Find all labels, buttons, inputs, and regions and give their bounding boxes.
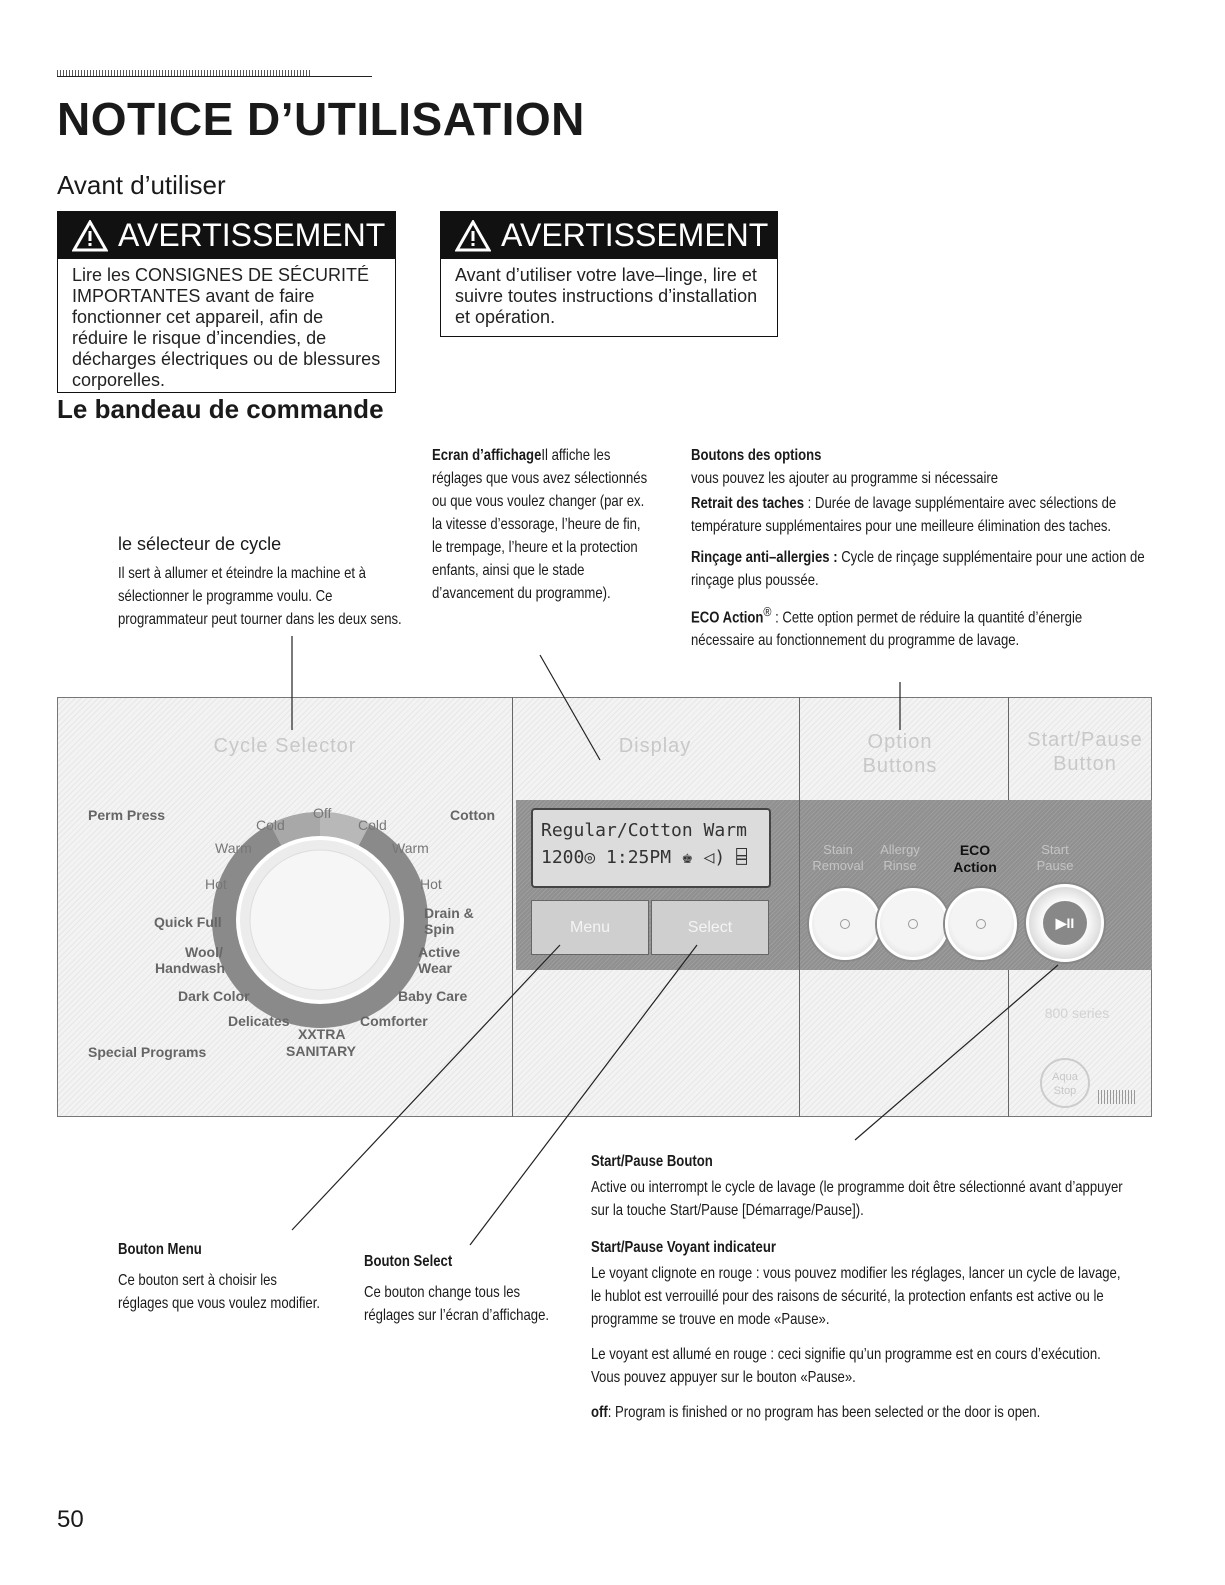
dial-special-programs: Special Programs bbox=[88, 1044, 207, 1060]
option-label-line1: Option bbox=[867, 731, 933, 753]
allergy-label-2: Rinse bbox=[883, 858, 917, 873]
allergy-title: Rinçage anti–allergies : bbox=[691, 549, 838, 566]
menu-text: Ce bouton sert à choisir les réglages que vous voulez modifier. bbox=[118, 1272, 321, 1312]
dial-baby-care: Baby Care bbox=[398, 988, 468, 1004]
dial-wear: Wear bbox=[418, 960, 452, 976]
dial-dark-color: Dark Color bbox=[178, 988, 250, 1004]
select-button-label: Select bbox=[687, 918, 733, 936]
allergy-text: Cycle de rinçage supplémentaire pour une action de rinçage plus poussée. bbox=[691, 549, 1145, 589]
stain-text: : Durée de lavage supplémentaire avec sélections de température supplémentaires pour une meilleure élimination des taches. bbox=[691, 495, 1117, 535]
dial-xxtra: XXTRA bbox=[298, 1026, 346, 1042]
indicator-off-text: : Program is finished or no program has been selected or the door is open. bbox=[607, 1404, 1041, 1421]
dial-delicates: Delicates bbox=[228, 1013, 290, 1029]
startpause-title: Start/Pause Bouton bbox=[591, 1153, 713, 1170]
page-number: 50 bbox=[57, 1506, 84, 1533]
page-subtitle: Avant d’utiliser bbox=[57, 170, 226, 200]
menu-button-label: Menu bbox=[569, 918, 611, 936]
start-label-b: Pause bbox=[1036, 858, 1074, 873]
lcd-line1: Regular/Cotton Warm bbox=[541, 820, 747, 841]
eco-text: : Cette option permet de réduire la quantité d’énergie nécessaire au fonctionnement du programme de lavage. bbox=[691, 609, 1083, 650]
option-label-line2: Buttons bbox=[862, 755, 938, 777]
dial-off: Off bbox=[313, 805, 332, 821]
eco-title: ECO Action bbox=[691, 609, 764, 627]
dial-quick-full: Quick Full bbox=[154, 914, 222, 930]
lcd-line2: 1200◎ 1:25PM ♚ ◁) ⌸ bbox=[541, 847, 747, 868]
startpause-text: Active ou interrompt le cycle de lavage (le programme doit être sélectionné avant d’appuyer sur la touche Start/Pause [Démarrage/Pause]). bbox=[591, 1179, 1123, 1219]
eco-sup: ® bbox=[763, 604, 772, 619]
dial-warm-right: Warm bbox=[392, 840, 429, 856]
dial-cold-right: Cold bbox=[358, 817, 387, 833]
page-title: NOTICE D’UTILISATION bbox=[57, 93, 585, 145]
indicator-title: Start/Pause Voyant indicateur bbox=[591, 1239, 776, 1256]
dial-hot-right: Hot bbox=[420, 876, 442, 892]
warning-heading: AVERTISSEMENT bbox=[501, 217, 769, 253]
callout-menu bbox=[118, 1238, 323, 1315]
stain-label-2: Removal bbox=[812, 858, 864, 873]
dial-cold-left: Cold bbox=[256, 817, 285, 833]
callout-selector-title: le sélecteur de cycle bbox=[118, 534, 282, 554]
panel-label-cycle-selector: Cycle Selector bbox=[213, 735, 357, 757]
play-pause-icon: ▶II bbox=[1043, 901, 1087, 945]
allergy-label-1: Allergy bbox=[880, 842, 920, 857]
aqua-label: Aqua bbox=[1052, 1071, 1078, 1083]
start-label-line1: Start/Pause bbox=[1027, 729, 1143, 751]
menu-title: Bouton Menu bbox=[118, 1241, 202, 1258]
callout-select bbox=[364, 1250, 561, 1327]
stain-label-1: Stain bbox=[823, 842, 853, 857]
eco-label-2: Action bbox=[953, 859, 997, 875]
warning-text: Avant d’utiliser votre lave–linge, lire et suivre toutes instructions d’installation et opération. bbox=[455, 265, 758, 327]
stain-title: Retrait des taches bbox=[691, 495, 805, 512]
dial-perm-press: Perm Press bbox=[88, 807, 166, 823]
indicator-text1: Le voyant clignote en rouge : vous pouvez modifier les réglages, lancer un cycle de lavage, le hublot est verrouillé pour des raisons de sécurité, la protection enfants est active ou le programme se trouve en mode «Pause». bbox=[591, 1265, 1121, 1328]
dial-hot-left: Hot bbox=[205, 876, 227, 892]
callout-display-title: Ecran d’affichage bbox=[432, 447, 542, 464]
indicator-text2: Le voyant est allumé en rouge : ceci signifie qu’un programme est en cours d’exécution. Vous pouvez appuyer sur le bouton «Pause». bbox=[591, 1346, 1101, 1386]
eco-label-1: ECO bbox=[959, 842, 991, 858]
panel-label-display: Display bbox=[618, 735, 692, 757]
warning-heading: AVERTISSEMENT bbox=[118, 217, 386, 253]
indicator-off-label: off bbox=[591, 1404, 608, 1421]
callout-options-title: Boutons des options bbox=[691, 447, 822, 464]
dial-sanitary: SANITARY bbox=[286, 1043, 356, 1059]
dial-warm-left: Warm bbox=[215, 840, 252, 856]
callout-display-suffix: Il affiche bbox=[541, 447, 590, 464]
series-label: 800 series bbox=[1044, 1005, 1110, 1021]
start-label-line2: Button bbox=[1053, 753, 1117, 775]
callout-selector-text: Il sert à allumer et éteindre la machine et à sélectionner le programme voulu. Ce programmateur peut tourner dans les deux sens. bbox=[118, 565, 402, 628]
callout-options-intro: vous pouvez les ajouter au programme si nécessaire bbox=[691, 470, 999, 487]
dial-cotton: Cotton bbox=[450, 807, 496, 823]
warning-text: Lire les CONSIGNES DE SÉCURITÉ IMPORTANTES avant de faire fonctionner cet appareil, afin de réduire le risque d’incendies, de décharges électriques ou de blessures corporelles. bbox=[72, 265, 381, 390]
start-label-a: Start bbox=[1041, 842, 1069, 857]
dial-handwash: Handwash bbox=[155, 960, 226, 976]
callout-display-text: les réglages que vous avez sélectionnés ou que vous voulez changer (par ex. la vitesse d’essorage, l’heure de fin, le trempage, l’heure et la protection enfants, ainsi que le stade d’avancement du programme). bbox=[432, 447, 648, 602]
callout-indicator bbox=[591, 1236, 1132, 1424]
dial-wool: Wool/ bbox=[185, 944, 223, 960]
dial-active: Active bbox=[418, 944, 461, 960]
stop-label: Stop bbox=[1053, 1085, 1077, 1097]
dial-comforter: Comforter bbox=[360, 1013, 428, 1029]
select-text: Ce bouton change tous les réglages sur l’écran d’affichage. bbox=[364, 1284, 550, 1324]
dial-drain-spin: Drain & Spin bbox=[424, 905, 474, 937]
callout-startpause bbox=[591, 1150, 1132, 1222]
select-title: Bouton Select bbox=[364, 1253, 453, 1270]
section-title: Le bandeau de commande bbox=[57, 394, 384, 424]
